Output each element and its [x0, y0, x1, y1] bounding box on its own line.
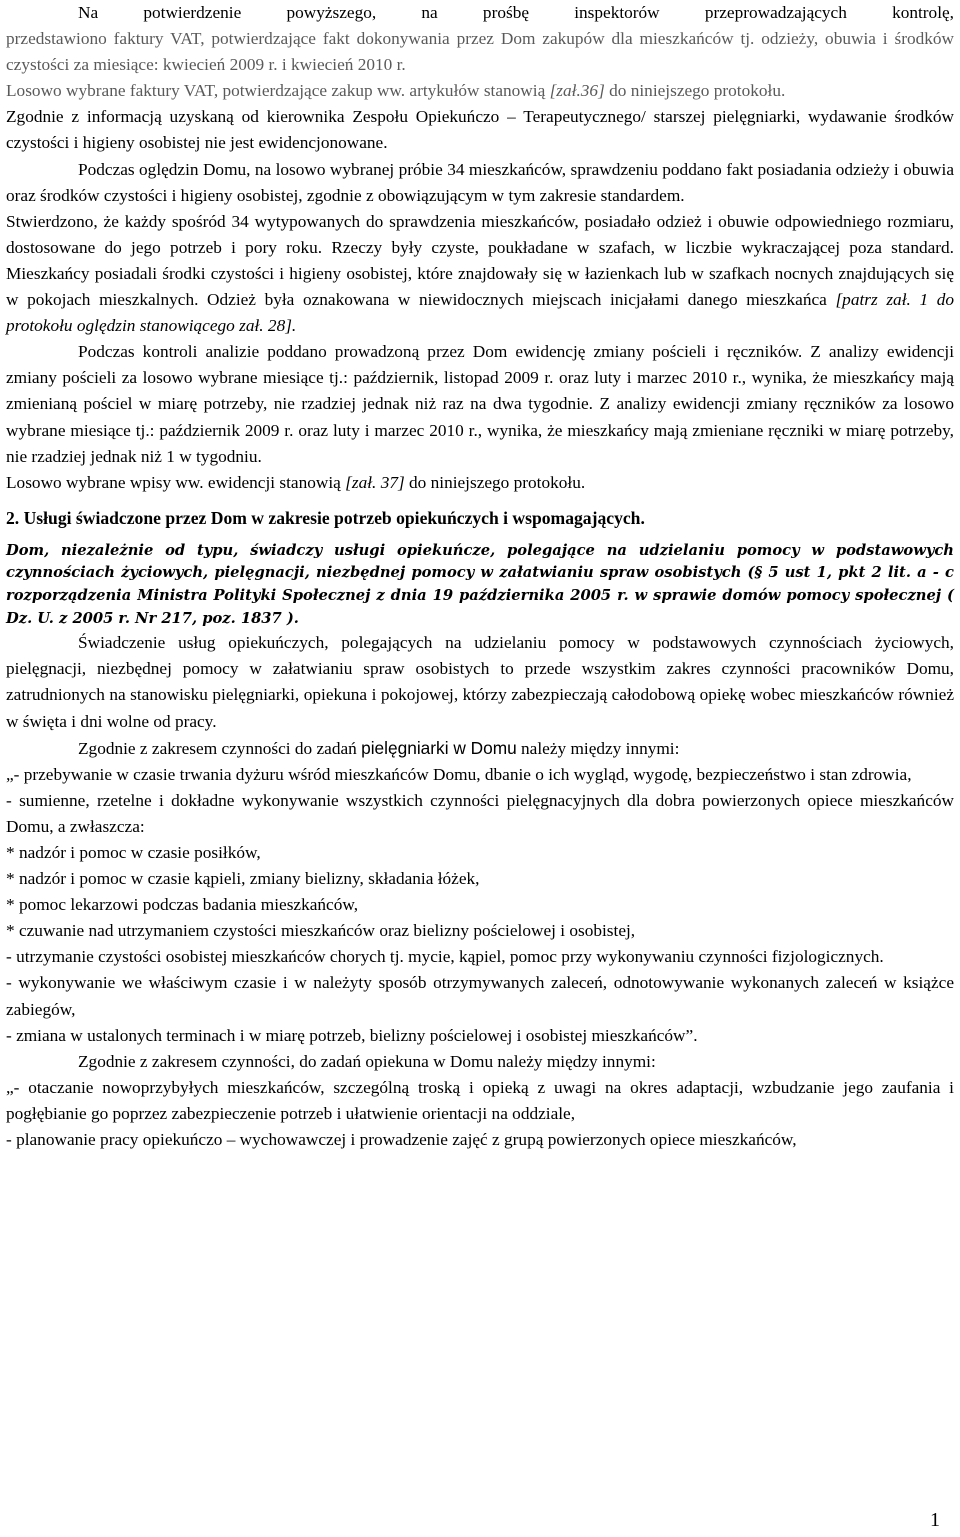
attachment-text: Losowo wybrane faktury VAT, potwierdzające zakup ww. artykułów stanowią: [6, 81, 550, 101]
spacer: [6, 531, 954, 540]
attachment-ref-36: [zał.36]: [549, 81, 605, 101]
attachment-tail: do niniejszego protokołu.: [604, 81, 786, 101]
paragraph-invoices: przedstawiono faktury VAT, potwierdzające fakt dokonywania przez Dom zakupów dla mieszkańców tj. odzieży, obuwia i środków czystości za miesiące: kwiecień 2009 r. i kwiecień 2010 r.: [6, 29, 954, 75]
spacer: [6, 496, 954, 505]
records-text: Losowo wybrane wpisy ww. ewidencji stanowią: [6, 472, 346, 492]
records-tail: do niniejszego protokołu.: [404, 472, 586, 492]
list-item: - zmiana w ustalonych terminach i w miarę potrzeb, bielizny pościelowej i osobistej mieszkańców”.: [6, 1025, 698, 1045]
list-item: „- przebywanie w czasie trwania dyżuru wśród mieszkańców Domu, dbanie o ich wygląd, wygodę, bezpieczeństwo i stan zdrowia,: [6, 764, 912, 784]
section-heading: 2. Usługi świadczone przez Dom w zakresie potrzeb opiekuńczych i wspomagających.: [6, 507, 645, 528]
findings-ref: [patrz zał. 1 do protokołu oględzin stanowiącego zał. 28].: [6, 290, 954, 336]
nurse-intro-a: Zgodnie z zakresem czynności do zadań: [78, 738, 362, 758]
attachment-ref-37: [zał. 37]: [345, 472, 405, 492]
paragraph-care-services: Świadczenie usług opiekuńczych, polegających na udzielaniu pomocy w podstawowych czynnościach życiowych, pielęgnacji, niezbędnej pomocy w załatwianiu spraw osobistych to przede wszystkim zakres czynności pracowników Domu, zatrudnionych na stanowisku pielęgniarki, opiekuna i pokojowej, którzy zabezpieczają całodobową opiekę wobec mieszkańców również w święta i dni wolne od pracy.: [6, 633, 954, 731]
list-item: - sumienne, rzetelne i dokładne wykonywanie wszystkich czynności pielęgnacyjnych dla dobra powierzonych opiece mieszkańców Domu, a zwłaszcza:: [6, 790, 954, 836]
list-item: - planowanie pracy opiekuńczo – wychowawczej i prowadzenie zajęć z grupą powierzonych opiece mieszkańców,: [6, 1130, 797, 1150]
findings-text: Stwierdzono, że każdy spośród 34 wytypowanych do sprawdzenia mieszkańców, posiadało odzież i obuwie odpowiedniego rozmiaru, dostosowane do jego potrzeb i pory roku. Rzeczy były czyste, poukładane w szafach, w liczbie wykraczającej poza standard. Mieszkańcy posiadali środki czystości i higieny osobistej, które znajdowały się w łazienkach lub w szafkach nocnych znajdujących się w pokojach mieszkalnych. Odzież była oznakowana w niewidocznych miejscach inicjałami danego mieszkańca: [6, 211, 954, 310]
list-item: * pomoc lekarzowi podczas badania mieszkańców,: [6, 895, 359, 915]
carer-duties-list: [6, 1075, 954, 1153]
nurse-duties-list: [6, 762, 954, 1049]
paragraph-nurse-intro: [6, 735, 954, 762]
list-item: - wykonywanie we właściwym czasie i w należyty sposób otrzymywanych zaleceń, odnotowywanie wykonanych zaleceń w książce zabiegów,: [6, 973, 954, 1019]
list-item: * nadzór i pomoc w czasie kąpieli, zmiany bielizny, składania łóżek,: [6, 869, 480, 889]
paragraph-linen-records: Podczas kontroli analizie poddano prowadzoną przez Dom ewidencję zmiany pościeli i ręczników. Z analizy ewidencji zmiany pościeli za losowo wybrane miesiące tj.: październik, listopad 2009 r. oraz luty i marzec 2010 r., wynika, że mieszkańcy mają zmienianą pościel w miarę potrzeby, nie rzadziej jednak niż raz na dwa tygodnie. Z analizy ewidencji zmiany ręczników za losowo wybrane miesiące tj.: październik 2009 r. oraz luty i marzec 2010 r., wynika, że mieszkańcy mają zmieniane ręczniki w miarę potrzeby, nie rzadziej jednak niż 1 w tygodniu.: [6, 342, 954, 466]
list-item: * czuwanie nad utrzymaniem czystości mieszkańców oraz bielizny pościelowej i osobistej,: [6, 921, 636, 941]
paragraph-invoices-attachment: [6, 78, 954, 104]
paragraph-findings: [6, 209, 954, 339]
paragraph-hygiene-info: Zgodnie z informacją uzyskaną od kierownika Zespołu Opiekuńczo – Terapeutycznego/ starszej pielęgniarki, wydawanie środków czystości i higieny osobistej nie jest ewidencjonowane.: [6, 107, 954, 153]
legal-basis: Dom, niezależnie od typu, świadczy usługi opiekuńcze, polegające na udzielaniu pomocy w podstawowych czynnościach życiowych, pielęgnacji, niezbędnej pomocy w załatwianiu spraw osobistych (§ 5 ust 1, pkt 2 lit. a - c rozporządzenia Ministra Polityki Społecznej z dnia 19 października 2005 r. w sprawie domów pomocy społecznej ( Dz. U. z 2005 r. Nr 217, poz. 1837 ).: [6, 541, 954, 627]
paragraph-records-attachment: [6, 470, 954, 496]
list-item: - utrzymanie czystości osobistej mieszkańców chorych tj. mycie, kąpiel, pomoc przy wykonywaniu czynności fizjologicznych.: [6, 947, 884, 967]
nurse-intro-b: pielęgniarki w Domu: [361, 737, 517, 758]
paragraph-carer-intro: Zgodnie z zakresem czynności, do zadań opiekuna w Domu należy między innymi:: [78, 1051, 656, 1071]
paragraph-invoices-line1: Na potwierdzenie powyższego, na prośbę inspektorów przeprowadzających kontrolę,: [78, 3, 954, 22]
paragraph-inspection: Podczas oględzin Domu, na losowo wybranej próbie 34 mieszkańców, sprawdzeniu poddano fakt posiadania odzieży i obuwia oraz środków czystości i higieny osobistej, zgodnie z obowiązującym w tym zakresie standardem.: [6, 159, 954, 205]
list-item: * nadzór i pomoc w czasie posiłków,: [6, 843, 261, 862]
list-item: „- otaczanie nowoprzybyłych mieszkańców, szczególną troską i opieką z uwagi na okres adaptacji, wzbudzanie jego zaufania i pogłębianie go poprzez zabezpieczenie potrzeb i ułatwienie orientacji na oddziale,: [6, 1077, 954, 1123]
page-number: 1: [930, 1508, 940, 1531]
nurse-intro-c: należy między innymi:: [516, 738, 680, 758]
